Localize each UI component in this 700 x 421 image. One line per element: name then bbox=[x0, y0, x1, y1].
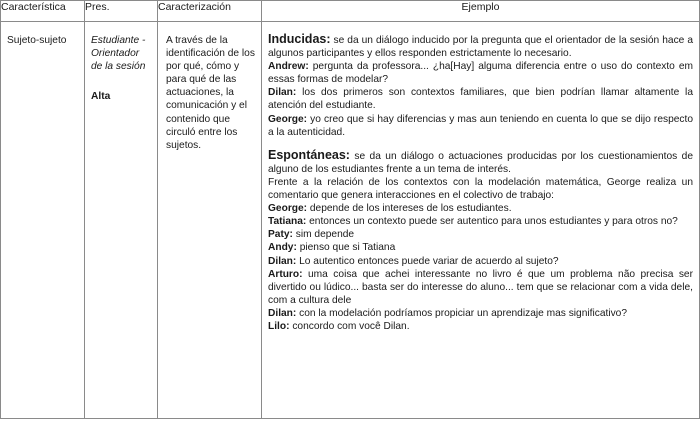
inducidas-title: Inducidas: bbox=[268, 32, 331, 46]
dialogue-line bbox=[268, 86, 693, 112]
pres-level: Alta bbox=[91, 91, 111, 103]
dialogue-line bbox=[268, 255, 693, 268]
utterance: entonces un contexto puede ser autentico para unos estudiantes y para otros no? bbox=[306, 216, 678, 228]
cell-caracteristica: Sujeto-sujeto bbox=[1, 22, 85, 419]
cell-pres bbox=[85, 22, 158, 419]
speaker: Dilan: bbox=[268, 307, 297, 319]
speaker: George: bbox=[268, 203, 308, 215]
utterance: depende de los intereses de los estudiantes. bbox=[307, 203, 512, 215]
table-row bbox=[1, 22, 700, 419]
cell-ejemplo bbox=[262, 22, 700, 419]
header-pres: Pres. bbox=[85, 1, 158, 22]
cell-caracterizacion: A través de la identificación de los por qué, cómo y para qué de las actuaciones, la comunicación y el contenido que circuló entre los sujetos. bbox=[158, 22, 262, 419]
utterance: Lo autentico entonces puede variar de acuerdo al sujeto? bbox=[296, 255, 559, 267]
utterance: pienso que si Tatiana bbox=[296, 242, 396, 254]
speaker: George: bbox=[268, 113, 308, 125]
speaker: Arturo: bbox=[268, 268, 303, 280]
espontaneas-intro: Frente a la relación de los contextos con la modelación matemática, George realiza un comentario que genera interacciones en el colectivo de trabajo: bbox=[268, 176, 693, 202]
pres-role: Estudiante - Orientador de la sesión bbox=[91, 35, 146, 73]
dialogue-line bbox=[268, 113, 693, 139]
utterance: pergunta da professora... ¿ha[Hay] alguma diferencia entre o uso do contexto em essas formas de modelar? bbox=[268, 61, 693, 86]
header-caracteristica: Característica bbox=[1, 1, 85, 22]
header-caracterizacion: Caracterización bbox=[158, 1, 262, 22]
utterance: yo creo que si hay diferencias y mas aun teniendo en cuenta lo que se dijo respecto a la autenticidad. bbox=[268, 113, 693, 138]
dialogue-line bbox=[268, 268, 693, 307]
dialogue-line bbox=[268, 320, 693, 333]
espontaneas-text: se da un diálogo o actuaciones producidas por los cuestionamientos de alguno de los estudiantes frente a un tema de interés. bbox=[268, 150, 693, 175]
dialogue-line bbox=[268, 202, 693, 215]
dialogue-line bbox=[268, 215, 693, 228]
speaker: Paty: bbox=[268, 229, 293, 241]
speaker: Tatiana: bbox=[268, 216, 307, 228]
dialogue-line bbox=[268, 241, 693, 254]
utterance: concordo com você Dilan. bbox=[289, 320, 410, 332]
dialogue-line bbox=[268, 60, 693, 86]
utterance: con la modelación podríamos propiciar un aprendizaje mas significativo? bbox=[296, 307, 628, 319]
dialogue-line bbox=[268, 228, 693, 241]
utterance: sim depende bbox=[292, 229, 355, 241]
utterance: uma coisa que achei interessante no livro é que um problema não precisa ser divertido ou lúdico... basta ser do interesse do aluno... tem que se relacionar com a vida dele, com a cultura dele bbox=[268, 268, 693, 306]
utterance: los dos primeros son contextos familiares, que bien podrían llamar altamente la atención del estudiante. bbox=[268, 87, 693, 112]
inducidas-paragraph bbox=[268, 33, 693, 60]
speaker: Andy: bbox=[268, 242, 297, 254]
espontaneas-title: Espontáneas: bbox=[268, 147, 350, 162]
header-row bbox=[1, 1, 700, 22]
espontaneas-paragraph bbox=[268, 149, 693, 176]
header-ejemplo: Ejemplo bbox=[262, 1, 700, 22]
speaker: Dilan: bbox=[268, 255, 297, 267]
speaker: Lilo: bbox=[268, 320, 290, 332]
dialogue-line bbox=[268, 307, 693, 320]
inducidas-text: se da un diálogo inducido por la pregunta que el orientador de la sesión hace a algunos participantes y ellos responden estrictamente lo necesario. bbox=[268, 35, 693, 60]
speaker: Andrew: bbox=[268, 61, 309, 73]
speaker: Dilan: bbox=[268, 87, 297, 99]
